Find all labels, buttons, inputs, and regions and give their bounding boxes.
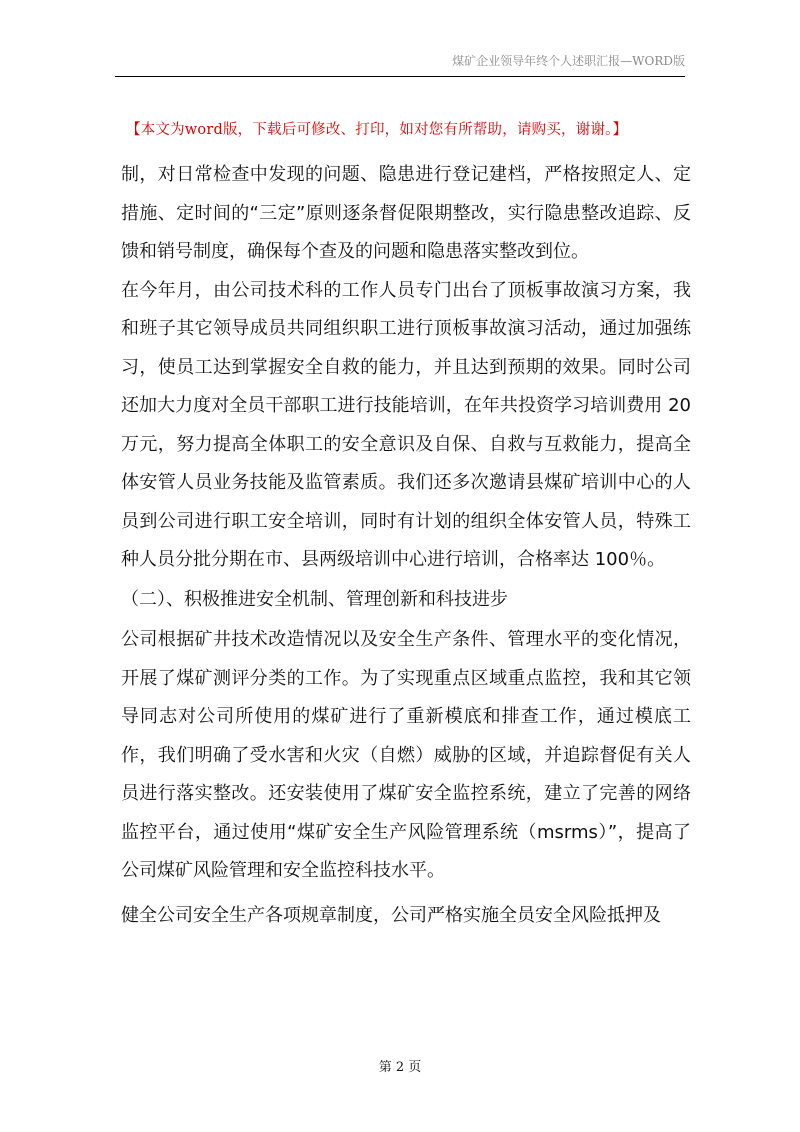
section-heading: （二）、积极推进安全机制、管理创新和科技进步 xyxy=(121,588,508,610)
page-header xyxy=(115,52,685,77)
document-body xyxy=(121,156,691,935)
download-notice: 【本文为word版，下载后可修改、打印，如对您有所帮助，请购买，谢谢。】 xyxy=(126,122,628,138)
paragraph: 健全公司安全生产各项规章制度，公司严格实施全员安全风险抵押及 xyxy=(121,904,661,926)
header-title: 煤矿企业领导年终个人述职汇报—WORD版 xyxy=(452,54,685,68)
paragraph: 在今年月，由公司技术科的工作人员专门出台了顶板事故演习方案，我和班子其它领导成员共同组织职工进行顶板事故演习活动，通过加强练习，使员工达到掌握安全自救的能力，并且达到预期的效果。同时公司还加大力度对全员干部职工进行技能培训，在年共投资学习培训费用 20 万元，努力提高全体职工的安全意识及自保、自救与互救能力，提高全体安管人员业务技能及监管素质。我们还多次邀请县煤矿培训中心的人员到公司进行职工安全培训，同时有计划的组织全体安管人员，特殊工种人员分批分期在市、县两级培训中心进行培训，合格率达 100％。 xyxy=(121,279,691,570)
paragraph: 公司根据矿井技术改造情况以及安全生产条件、管理水平的变化情况，开展了煤矿测评分类的工作。为了实现重点区域重点监控，我和其它领导同志对公司所使用的煤矿进行了重新模底和排查工作，通过模底工作，我们明确了受水害和火灾（自燃）威胁的区域，并追踪督促有关人员进行落实整改。还安装使用了煤矿安全监控系统，建立了完善的网络监控平台，通过使用“煤矿安全生产风险管理系统（msrms）”，提高了公司煤矿风险管理和安全监控科技水平。 xyxy=(121,629,691,881)
page-number: 第 2 页 xyxy=(378,1060,422,1075)
paragraph: 制，对日常检查中发现的问题、隐患进行登记建档，严格按照定人、定措施、定时间的“三定”原则逐条督促限期整改，实行隐患整改追踪、反馈和销号制度，确保每个查及的问题和隐患落实整改到位。 xyxy=(121,164,691,262)
